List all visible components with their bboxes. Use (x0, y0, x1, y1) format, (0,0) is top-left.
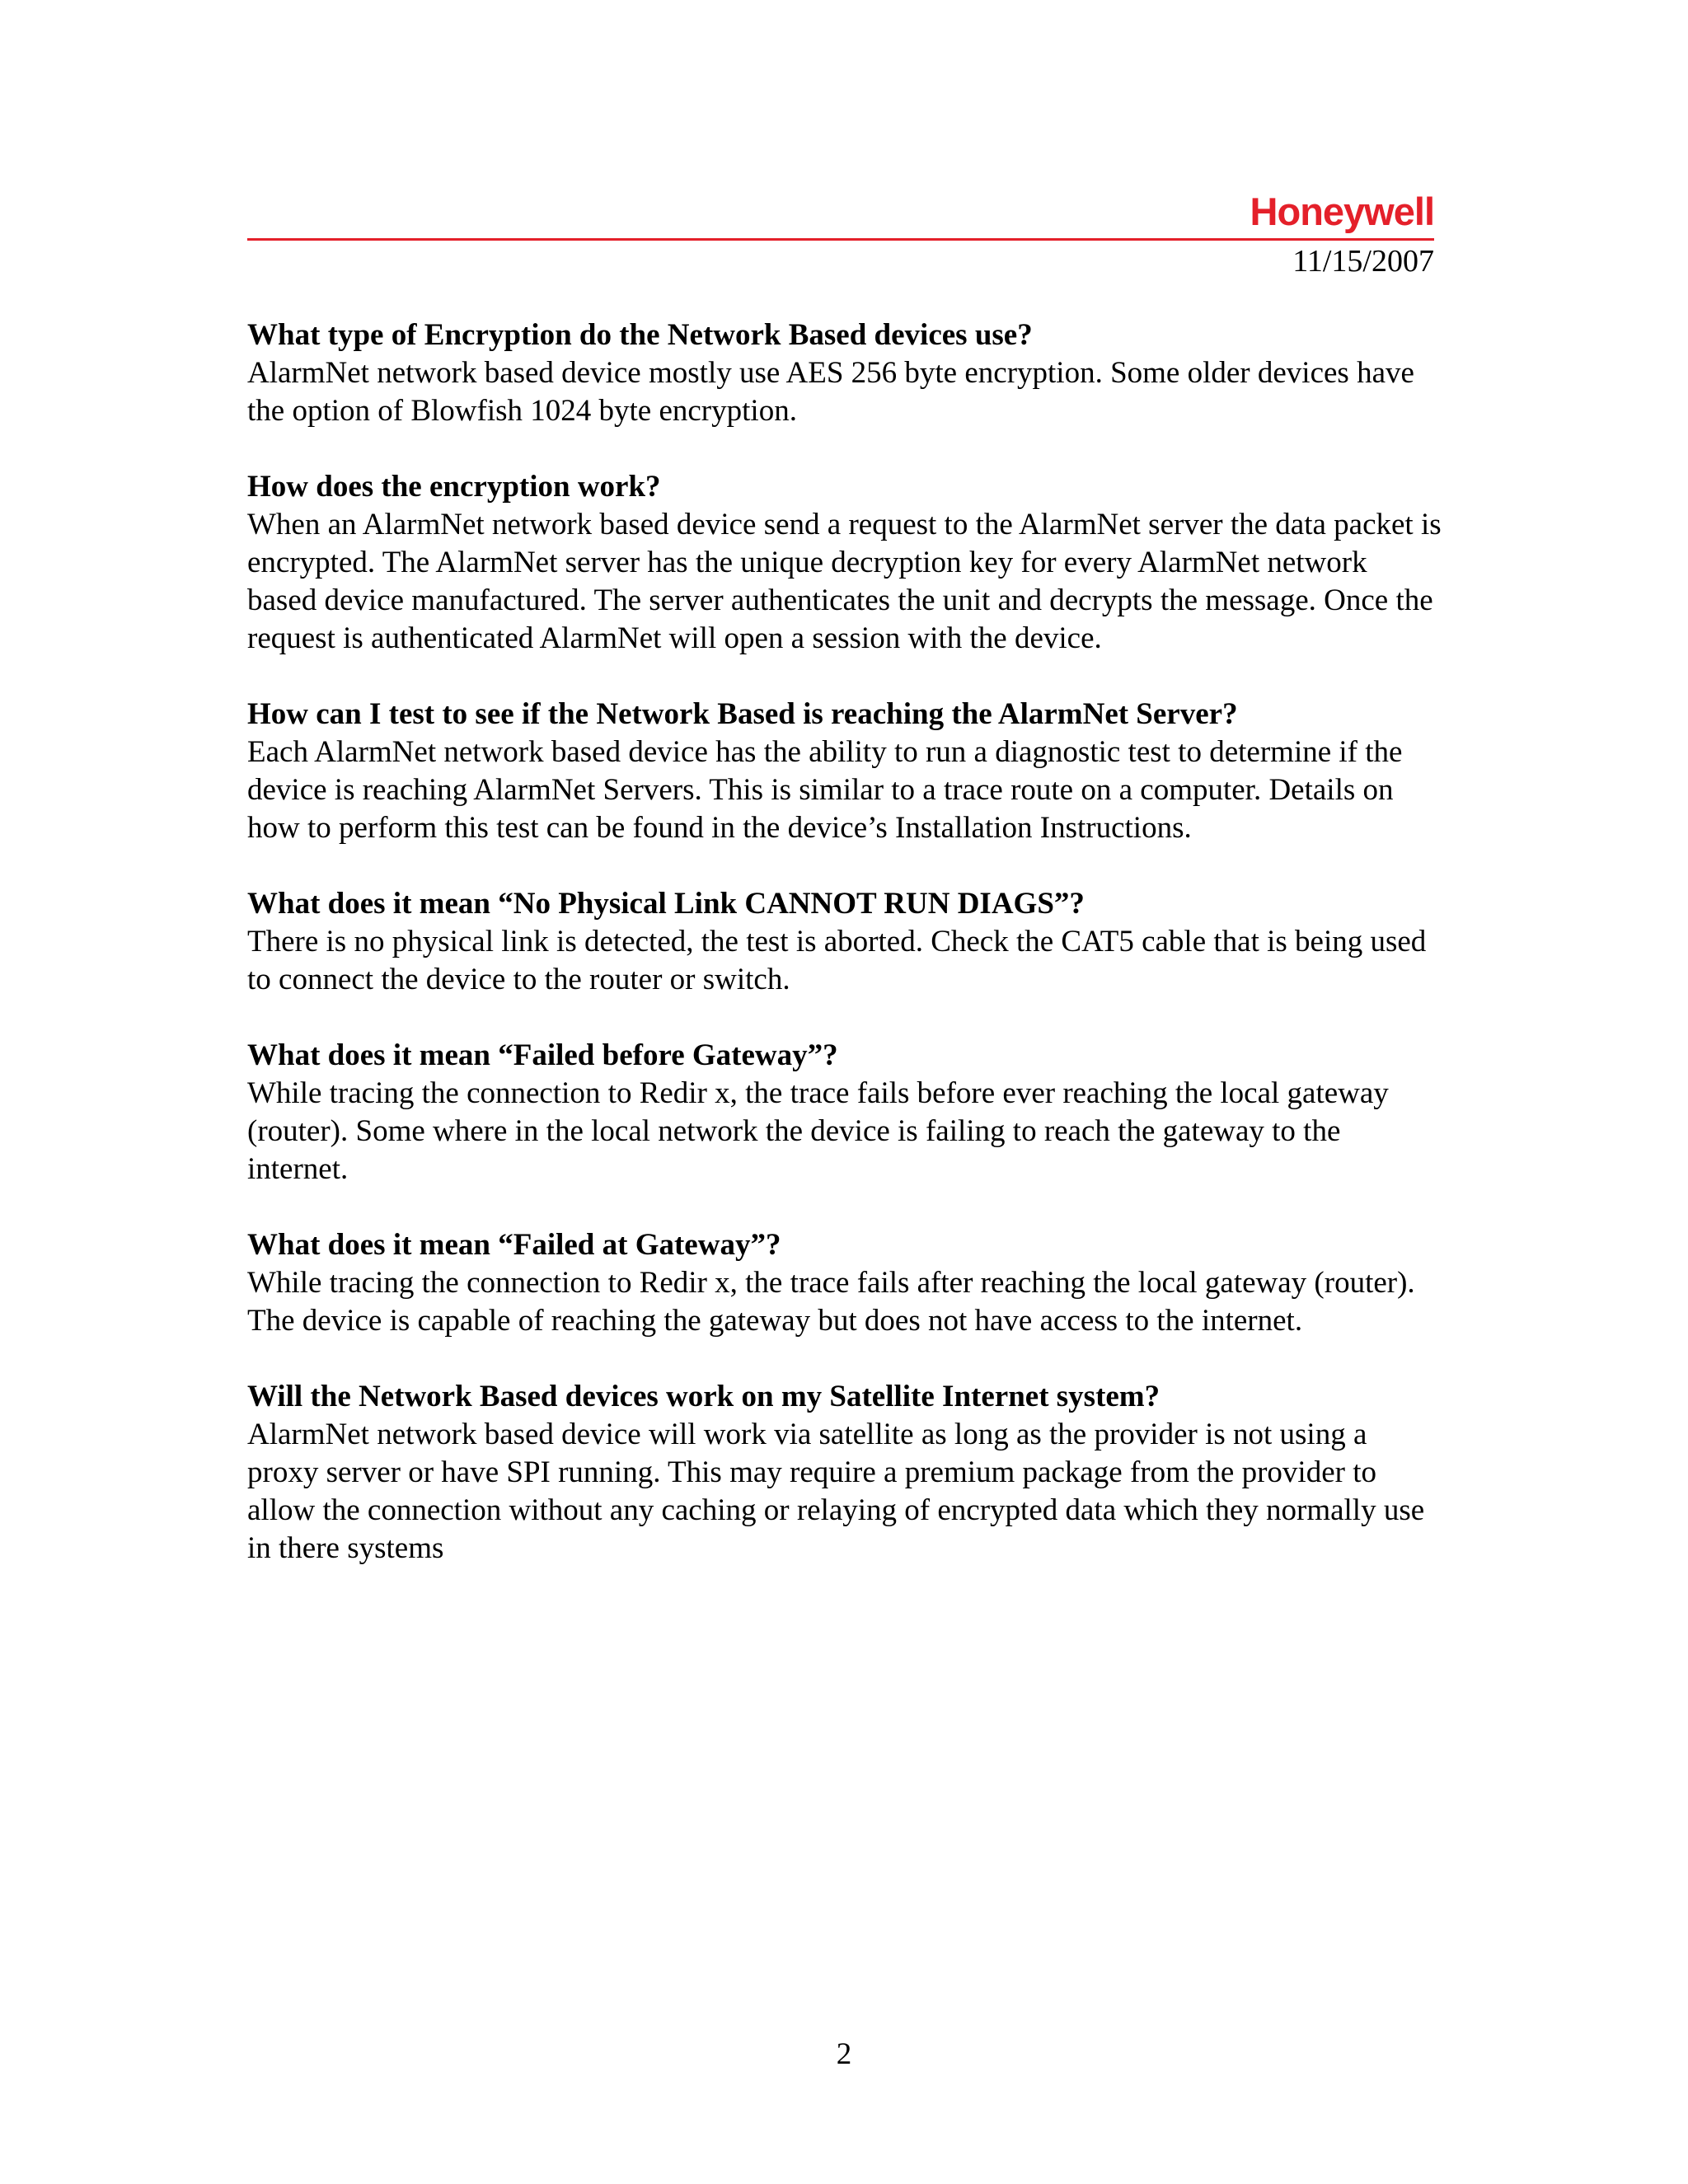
faq-answer: While tracing the connection to Redir x, the trace fails before ever reaching the local gateway (router). Some where in the local network the device is failing to reach the gateway to the internet. (247, 1076, 1389, 1186)
faq-question: What does it mean “Failed before Gateway”? (247, 1038, 838, 1072)
page-header (247, 188, 1434, 280)
faq-item-failed-at-gateway (247, 1226, 1442, 1340)
faq-question: How does the encryption work? (247, 470, 661, 504)
faq-answer: AlarmNet network based device will work via satellite as long as the provider is not using a proxy server or have SPI running. This may require a premium package from the provider to allow the connection without any caching or relaying of encrypted data which they normally use in there systems (247, 1418, 1425, 1565)
faq-answer: There is no physical link is detected, the test is aborted. Check the CAT5 cable that is being used to connect the device to the router or switch. (247, 925, 1427, 996)
faq-item-encryption-type (247, 316, 1442, 430)
faq-question: Will the Network Based devices work on my Satellite Internet system? (247, 1380, 1160, 1413)
faq-item-server-test (247, 696, 1442, 847)
faq-question: What does it mean “Failed at Gateway”? (247, 1228, 781, 1262)
document-date: 11/15/2007 (1292, 244, 1434, 279)
faq-question: What does it mean “No Physical Link CANNOT RUN DIAGS”? (247, 887, 1085, 921)
faq-content (247, 316, 1442, 1605)
faq-item-no-physical-link (247, 885, 1442, 999)
page-number: 2 (836, 2037, 852, 2071)
honeywell-logo: Honeywell (1250, 190, 1434, 233)
header-rule (247, 238, 1434, 241)
faq-question: What type of Encryption do the Network Based devices use? (247, 318, 1033, 352)
faq-answer: While tracing the connection to Redir x, the trace fails after reaching the local gateway (router). The device is capable of reaching the gateway but does not have access to the internet. (247, 1266, 1415, 1338)
faq-question: How can I test to see if the Network Based is reaching the AlarmNet Server? (247, 697, 1238, 731)
faq-item-failed-before-gateway (247, 1037, 1442, 1188)
faq-item-encryption-work (247, 468, 1442, 658)
faq-answer: When an AlarmNet network based device send a request to the AlarmNet server the data packet is encrypted. The AlarmNet server has the unique decryption key for every AlarmNet network based device manufactured. The server authenticates the unit and decrypts the message. Once the request is authenticated AlarmNet will open a session with the device. (247, 508, 1442, 655)
faq-item-satellite (247, 1378, 1442, 1568)
faq-answer: Each AlarmNet network based device has the ability to run a diagnostic test to determine if the device is reaching AlarmNet Servers. This is similar to a trace route on a computer. Details on how to perform this test can be found in the device’s Installation Instructions. (247, 735, 1403, 845)
faq-answer: AlarmNet network based device mostly use AES 256 byte encryption. Some older devices have the option of Blowfish 1024 byte encryption. (247, 356, 1414, 428)
